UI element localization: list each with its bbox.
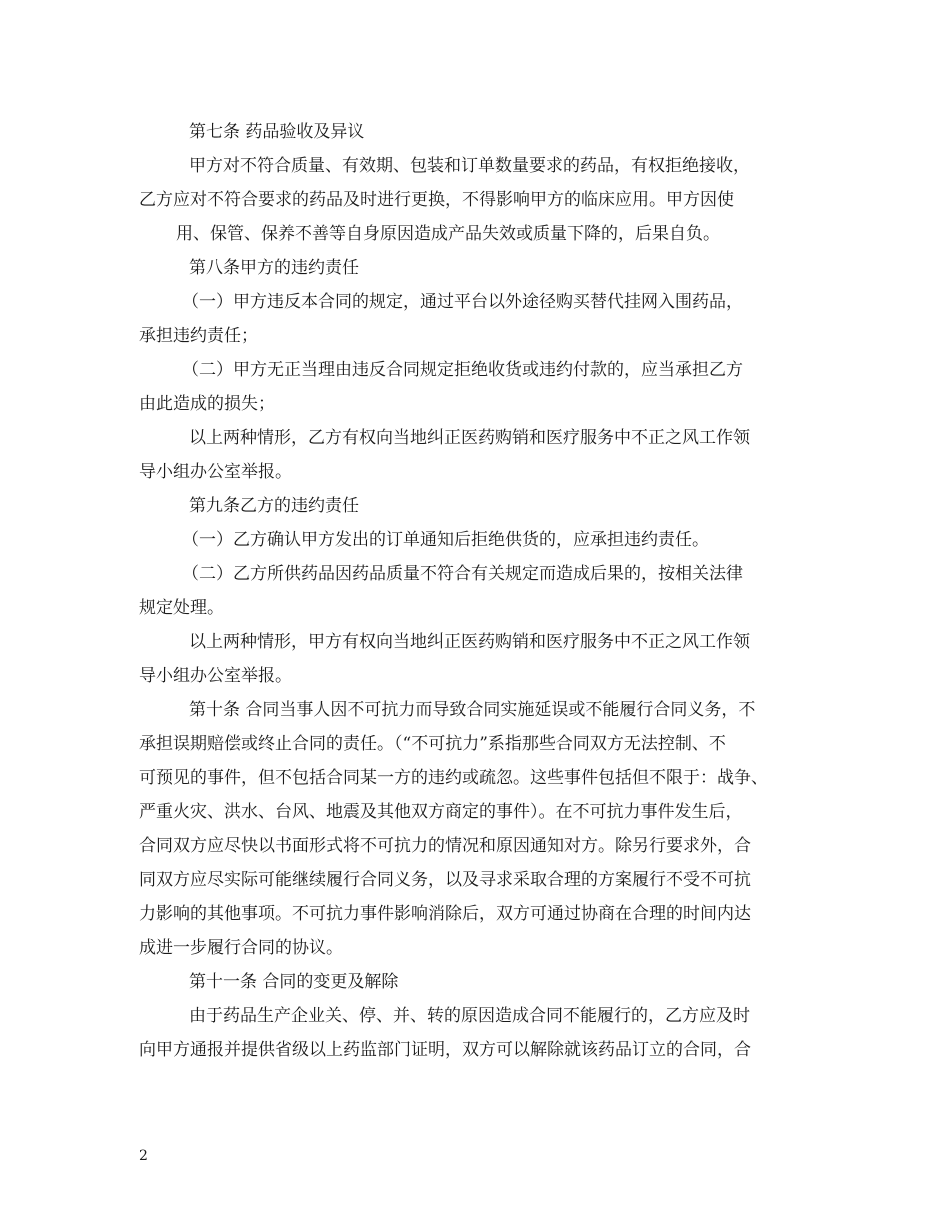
- text-line: 合同双方应尽快以书面形式将不可抗力的情况和原因通知对方。除另行要求外，合: [139, 836, 751, 856]
- text-line: 严重火灾、洪水、台风、地震及其他双方商定的事件）。在不可抗力事件发生后，: [139, 802, 743, 822]
- text-line: 承担违约责任；: [139, 326, 258, 346]
- text-line: 力影响的其他事项。不可抗力事件影响消除后，双方可通过协商在合理的时间内达: [139, 904, 751, 924]
- text-line: 甲方对不符合质量、有效期、包装和订单数量要求的药品，有权拒绝接收，: [189, 156, 750, 176]
- text-line: 向甲方通报并提供省级以上药监部门证明，双方可以解除就该药品订立的合同，合: [139, 1040, 751, 1060]
- text-line: 第十条 合同当事人因不可抗力而导致合同实施延误或不能履行合同义务，不: [189, 700, 756, 720]
- text-line: 用、保管、保养不善等自身原因造成产品失效或质量下降的，后果自负。: [176, 224, 720, 244]
- text-line: 乙方应对不符合要求的药品及时进行更换，不得影响甲方的临床应用。甲方因使: [139, 190, 734, 210]
- text-line: 成进一步履行合同的协议。: [139, 938, 343, 958]
- text-line: （二）甲方无正当理由违反合同规定拒绝收货或违约付款的，应当承担乙方: [182, 360, 743, 380]
- text-line: 同双方应尽实际可能继续履行合同义务，以及寻求采取合理的方案履行不受不可抗: [139, 870, 751, 890]
- text-line: （一）乙方确认甲方发出的订单通知后拒绝供货的，应承担违约责任。: [182, 530, 709, 550]
- text-line: 由此造成的损失；: [139, 394, 275, 414]
- text-line: 第七条 药品验收及异议: [189, 122, 365, 142]
- text-line: 第八条甲方的违约责任: [189, 258, 359, 278]
- text-line: 由于药品生产企业关、停、并、转的原因造成合同不能履行的，乙方应及时: [189, 1006, 750, 1026]
- text-line: （一）甲方违反本合同的规定，通过平台以外途径购买替代挂网入围药品，: [182, 292, 743, 312]
- text-line: 可预见的事件，但不包括合同某一方的违约或疏忽。这些事件包括但不限于：战争、: [139, 768, 768, 788]
- text-line: 以上两种情形，乙方有权向当地纠正医药购销和医疗服务中不正之风工作领: [189, 428, 750, 448]
- text-line: 第九条乙方的违约责任: [189, 496, 359, 516]
- text-line: 导小组办公室举报。: [139, 666, 292, 686]
- text-line: （二）乙方所供药品因药品质量不符合有关规定而造成后果的，按相关法律: [182, 564, 743, 584]
- text-line: 第十一条 合同的变更及解除: [189, 972, 399, 992]
- text-line: 规定处理。: [139, 598, 224, 618]
- text-line: 导小组办公室举报。: [139, 462, 292, 482]
- page-number: 2: [139, 1148, 148, 1164]
- text-line: 以上两种情形，甲方有权向当地纠正医药购销和医疗服务中不正之风工作领: [189, 632, 750, 652]
- text-line: 承担误期赔偿或终止合同的责任。（“不可抗力”系指那些合同双方无法控制、不: [139, 734, 726, 754]
